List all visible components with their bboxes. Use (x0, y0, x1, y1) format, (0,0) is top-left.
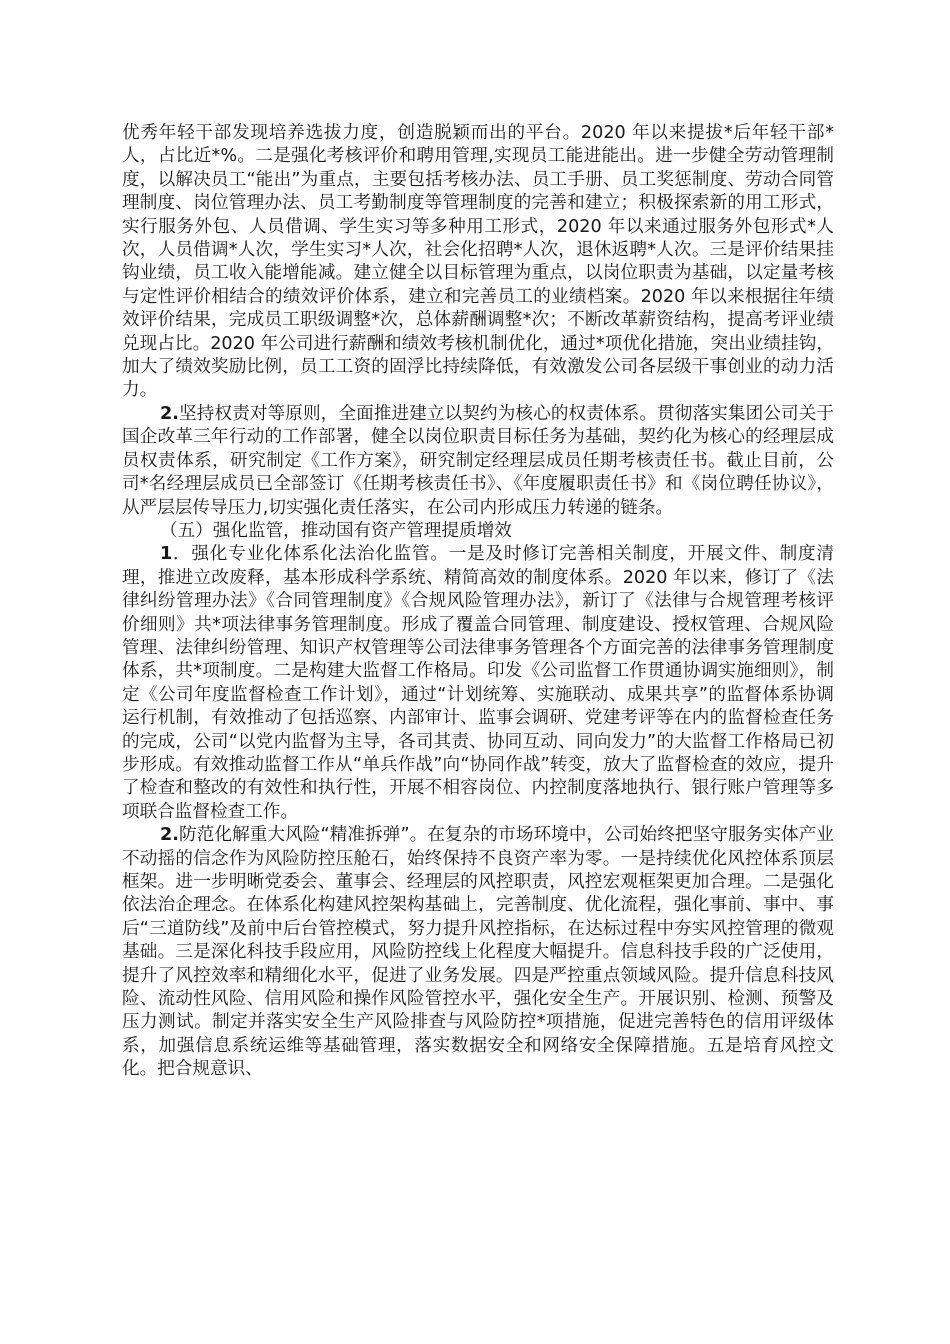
document-body (122, 122, 834, 1082)
paragraph-3 (122, 543, 834, 824)
paragraph-4-number: 2. (160, 825, 179, 846)
paragraph-2-text: 坚持权责对等原则，全面推进建立以契约为核心的权责体系。贯彻落实集团公司关于国企改革三年行动的工作部署，健全以岗位职责目标任务为基础，契约化为核心的经理层成员权责体系，研究制定《工作方案》，研究制定经理层成员任期考核责任书。截止目前，公司*名经理层成员已全部签订《任期考核责任书》、《年度履职责任书》和《岗位聘任协议》，从严层层传导压力,切实强化责任落实，在公司内形成压力转递的链条。 (122, 403, 834, 518)
section-heading-text: （五）强化监管，推动国有资产管理提质增效 (160, 520, 512, 541)
paragraph-1-text: 优秀年轻干部发现培养选拔力度，创造脱颖而出的平台。2020 年以来提拔*后年轻干部*人，占比近*%。二是强化考核评价和聘用管理,实现员工能进能出。进一步健全劳动管理制度，以解决员工“能出”为重点，主要包括考核办法、员工手册、员工奖惩制度、劳动合同管理制度、岗位管理办法、员工考勤制度等管理制度的完善和建立；积极探索新的用工形式，实行服务外包、人员借调、学生实习等多种用工形式，2020 年以来通过服务外包形式*人次，人员借调*人次，学生实习*人次，社会化招聘*人次，退休返聘*人次。三是评价结果挂钩业绩，员工收入能增能减。建立健全以目标管理为重点，以岗位职责为基础，以定量考核与定性评价相结合的绩效评价体系，建立和完善员工的业绩档案。2020 年以来根据往年绩效评价结果，完成员工职级调整*次，总体薪酬调整*次；不断改革薪资结构，提高考评业绩兑现占比。2020 年公司进行薪酬和绩效考核机制优化，通过*项优化措施，突出业绩挂钩，加大了绩效奖励比例，员工工资的固浮比持续降低，有效激发公司各层级干事创业的动力活力。 (122, 123, 834, 401)
paragraph-1 (122, 122, 834, 403)
paragraph-4-text: 防范化解重大风险“精准拆弹”。在复杂的市场环境中，公司始终把坚守服务实体产业不动摇的信念作为风险防控压舱石，始终保持不良资产率为零。一是持续优化风控体系顶层框架。进一步明晰党委会、董事会、经理层的风控职责，风控宏观框架更加合理。二是强化依法治企理念。在体系化构建风控架构基础上，完善制度、优化流程，强化事前、事中、事后“三道防线”及前中后台管控模式，努力提升风控指标，在达标过程中夯实风控管理的微观基础。三是深化科技手段应用，风险防控线上化程度大幅提升。信息科技手段的广泛使用，提升了风控效率和精细化水平，促进了业务发展。四是严控重点领域风险。提升信息科技风险、流动性风险、信用风险和操作风险管控水平，强化安全生产。开展识别、检测、预警及压力测试。制定并落实安全生产风险排查与风险防控*项措施，促进完善特色的信用评级体系，加强信息系统运维等基础管理，落实数据安全和网络安全保障措施。五是培育风控文化。把合规意识、 (122, 825, 834, 1080)
paragraph-2 (122, 403, 834, 520)
paragraph-2-number: 2. (160, 403, 179, 424)
paragraph-3-text: ．强化专业化体系化法治化监管。一是及时修订完善相关制度，开展文件、制度清理，推进立改废释，基本形成科学系统、精简高效的制度体系。2020 年以来，修订了《法律纠纷管理办法》《合同管理制度》《合规风险管理办法》，新订了《法律与合规管理考核评价细则》共*项法律事务管理制度。形成了覆盖合同管理、制度建设、授权管理、合规风险管理、法律纠纷管理、知识产权管理等公司法律事务管理各个方面完善的法律事务管理制度体系，共*项制度。二是构建大监督工作格局。印发《公司监督工作贯通协调实施细则》，制定《公司年度监督检查工作计划》，通过“计划统筹、实施联动、成果共享”的监督体系协调运行机制，有效推动了包括巡察、内部审计、监事会调研、党建考评等在内的监督检查任务的完成，公司“以党内监督为主导，各司其责、协同互动、同向发力”的大监督工作格局已初步形成。有效推动监督工作从“单兵作战”向“协同作战”转变，放大了监督检查的效应，提升了检查和整改的有效性和执行性，开展不相容岗位、内控制度落地执行、银行账户管理等多项联合监督检查工作。 (122, 544, 834, 822)
section-heading (122, 520, 834, 543)
paragraph-3-number: 1 (160, 544, 173, 565)
paragraph-4 (122, 824, 834, 1081)
